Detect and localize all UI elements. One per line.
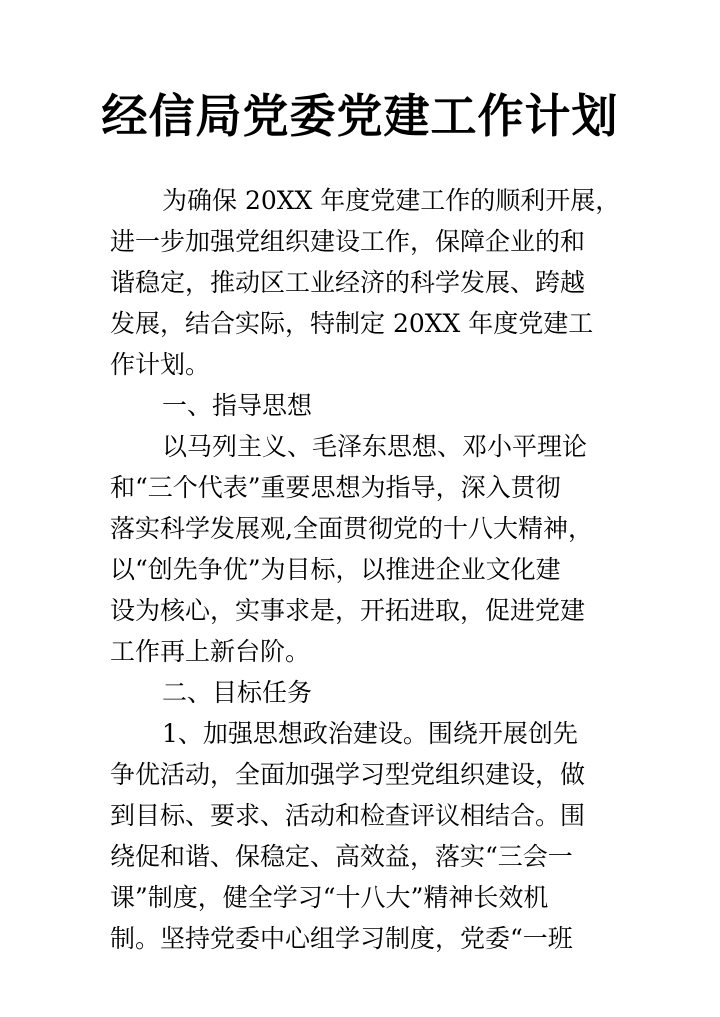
paragraph-line: 为确保 20XX 年度党建工作的顺利开展， [162,186,621,215]
paragraph-line: 谐稳定，推动区工业经济的科学发展、跨越 [110,268,586,297]
paragraph-line: 争优活动，全面加强学习型党组织建设，做 [110,760,586,789]
document-body [110,180,630,959]
paragraph-line: 工作再上新台阶。 [110,637,311,666]
paragraph-line: 绕促和谐、保稳定、高效益，落实“三会一 [110,842,573,871]
section-heading: 二、目标任务 [162,678,313,707]
paragraph-line: 落实科学发展观,全面贯彻党的十八大精神， [110,514,593,543]
paragraph-line: 1、加强思想政治建设。围绕开展创先 [162,719,578,748]
paragraph-line: 发展，结合实际，特制定 20XX 年度党建工 [110,309,594,338]
section-heading: 一、指导思想 [162,391,313,420]
paragraph-line: 到目标、要求、活动和检查评议相结合。围 [110,801,586,830]
document-title: 经信局党委党建工作计划 [101,89,619,143]
paragraph-line: 和“三个代表”重要思想为指导，深入贯彻 [110,473,561,502]
paragraph-line: 课”制度，健全学习“十八大”精神长效机 [110,883,549,912]
paragraph-line: 制。坚持党委中心组学习制度，党委“一班 [110,924,573,953]
paragraph-line: 进一步加强党组织建设工作，保障企业的和 [110,227,586,256]
paragraph-line: 作计划。 [110,350,211,379]
paragraph-line: 以马列主义、毛泽东思想、邓小平理论 [162,432,588,461]
paragraph-line: 设为核心，实事求是，开拓进取，促进党建 [110,596,586,625]
paragraph-line: 以“创先争优”为目标，以推进企业文化建 [110,555,561,584]
